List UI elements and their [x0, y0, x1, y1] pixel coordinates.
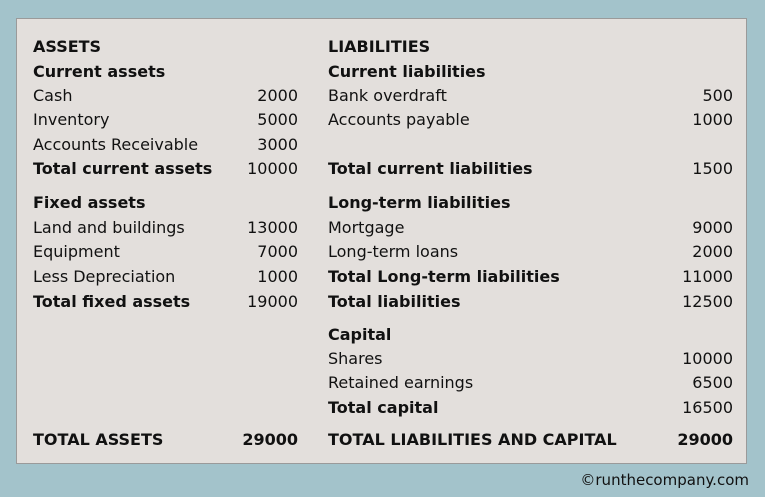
capital-row-shares: [328, 348, 733, 370]
row-label: Total current assets: [33, 159, 213, 178]
row-label: Total capital: [328, 398, 439, 417]
row-label: Equipment: [33, 242, 120, 261]
row-value: 2000: [257, 86, 298, 105]
copyright-credit: ©runthecompany.com: [580, 471, 749, 489]
current-liabilities-heading: Current liabilities: [328, 62, 486, 81]
liability-row-bank-overdraft: [328, 85, 733, 107]
fixed-assets-heading: Fixed assets: [33, 193, 146, 212]
liability-row-mortgage: [328, 217, 733, 239]
long-term-liabilities-heading: Long-term liabilities: [328, 193, 511, 212]
row-label: Total liabilities: [328, 292, 461, 311]
row-value: 16500: [682, 398, 733, 417]
row-label: Accounts Receivable: [33, 135, 199, 154]
row-label: Retained earnings: [328, 373, 474, 392]
asset-row-less-depreciation: [33, 266, 298, 288]
row-value: 2000: [692, 242, 733, 261]
row-value: 10000: [247, 159, 298, 178]
row-label: Shares: [328, 349, 383, 368]
row-label: Bank overdraft: [328, 86, 447, 105]
row-value: 19000: [247, 292, 298, 311]
balance-sheet: [16, 18, 747, 464]
capital-heading: Capital: [328, 325, 392, 344]
total-assets-row: [33, 429, 298, 451]
row-value: 29000: [677, 430, 733, 449]
row-value: 1000: [257, 267, 298, 286]
asset-row-land-buildings: [33, 217, 298, 239]
row-value: 29000: [242, 430, 298, 449]
total-liabilities-and-capital-row: [328, 429, 733, 451]
row-label: Less Depreciation: [33, 267, 176, 286]
assets-heading: ASSETS: [33, 37, 102, 56]
asset-row-accounts-receivable: [33, 134, 298, 156]
row-value: 3000: [257, 135, 298, 154]
total-capital-row: [328, 397, 733, 419]
liability-row-accounts-payable: [328, 109, 733, 131]
row-label: Accounts payable: [328, 110, 470, 129]
total-current-liabilities-row: [328, 158, 733, 180]
row-value: 12500: [682, 292, 733, 311]
row-label: Cash: [33, 86, 73, 105]
row-label: TOTAL LIABILITIES AND CAPITAL: [328, 430, 617, 449]
total-liabilities-row: [328, 291, 733, 313]
liability-row-long-term-loans: [328, 241, 733, 263]
asset-row-equipment: [33, 241, 298, 263]
row-value: 5000: [257, 110, 298, 129]
row-value: 500: [702, 86, 733, 105]
row-label: Mortgage: [328, 218, 405, 237]
row-label: Total current liabilities: [328, 159, 533, 178]
row-value: 1500: [692, 159, 733, 178]
total-fixed-assets-row: [33, 291, 298, 313]
row-value: 7000: [257, 242, 298, 261]
total-current-assets-row: [33, 158, 298, 180]
row-label: Land and buildings: [33, 218, 185, 237]
asset-row-inventory: [33, 109, 298, 131]
row-value: 9000: [692, 218, 733, 237]
row-value: 6500: [692, 373, 733, 392]
row-value: 11000: [682, 267, 733, 286]
row-label: Inventory: [33, 110, 110, 129]
row-label: Total Long-term liabilities: [328, 267, 560, 286]
row-label: TOTAL ASSETS: [33, 430, 164, 449]
row-value: 1000: [692, 110, 733, 129]
total-long-term-liabilities-row: [328, 266, 733, 288]
asset-row-cash: [33, 85, 298, 107]
current-assets-heading: Current assets: [33, 62, 166, 81]
row-value: 13000: [247, 218, 298, 237]
capital-row-retained-earnings: [328, 372, 733, 394]
liabilities-heading: LIABILITIES: [328, 37, 431, 56]
row-label: Total fixed assets: [33, 292, 191, 311]
row-value: 10000: [682, 349, 733, 368]
row-label: Long-term loans: [328, 242, 459, 261]
